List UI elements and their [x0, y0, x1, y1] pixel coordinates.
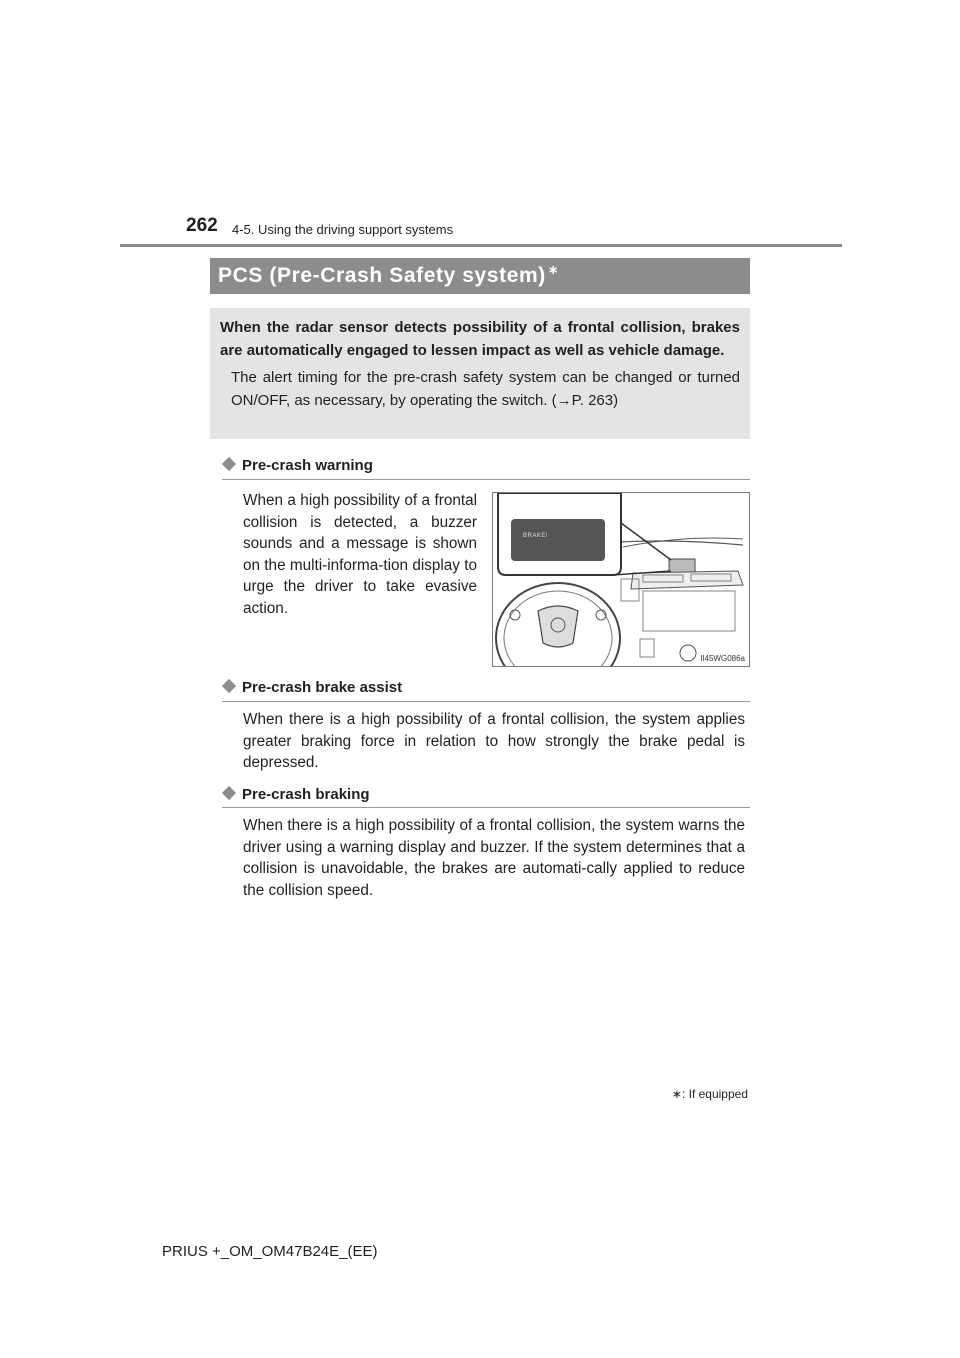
diamond-bullet-icon — [222, 679, 236, 693]
dashboard-illustration — [493, 493, 749, 666]
intro-lead: When the radar sensor detects possibility of a frontal collision, brakes are automatically engaged to lessen impact as well as vehicle damage. — [220, 319, 740, 359]
intro-box — [210, 308, 750, 439]
page-title-text: PCS (Pre-Crash Safety system) — [218, 264, 546, 287]
heading-pre-crash-braking — [222, 786, 370, 803]
heading-rule — [222, 701, 750, 702]
figure-id: Il45WG086a — [700, 654, 745, 663]
heading-pre-crash-brake-assist — [222, 679, 402, 696]
diamond-bullet-icon — [222, 786, 236, 800]
brake-warning-message: BRAKE! — [523, 533, 549, 539]
pre-crash-warning-text: When a high possibility of a frontal collision is detected, a buzzer sounds and a message is shown on the multi-informa-tion display to urge the driver to take evasive action. — [243, 492, 477, 617]
header-rule — [120, 244, 842, 247]
diamond-bullet-icon — [222, 457, 236, 471]
page-number: 262 — [186, 215, 218, 236]
intro-note: The alert timing for the pre-crash safety system can be changed or turned ON/OFF, as necessary, by operating the switch. (→P. 263) — [231, 369, 740, 409]
heading-rule — [222, 479, 750, 480]
heading-text: Pre-crash warning — [242, 457, 373, 474]
heading-text: Pre-crash brake assist — [242, 679, 403, 696]
heading-rule — [222, 807, 750, 808]
page-title — [210, 258, 750, 294]
footer-doc-id: PRIUS +_OM_OM47B24E_(EE) — [162, 1243, 378, 1260]
heading-pre-crash-warning — [222, 457, 373, 474]
section-header: 4-5. Using the driving support systems — [232, 222, 454, 237]
footnote-text: : If equipped — [681, 1087, 748, 1101]
asterisk-icon: ∗ — [547, 262, 560, 277]
figure-dashboard-warning — [492, 492, 750, 667]
pre-crash-brake-assist-text: When there is a high possibility of a frontal collision, the system applies greater braking force in relation to how strongly the brake pedal is depressed. — [243, 711, 745, 771]
asterisk-icon: ∗ — [671, 1087, 682, 1101]
footnote — [672, 1087, 748, 1101]
pre-crash-braking-text: When there is a high possibility of a frontal collision, the system warns the driver using a warning display and buzzer. If the system determines that a collision is unavoidable, the brakes are automati-cally applied to reduce the collision speed. — [243, 817, 745, 899]
heading-text: Pre-crash braking — [242, 786, 370, 803]
